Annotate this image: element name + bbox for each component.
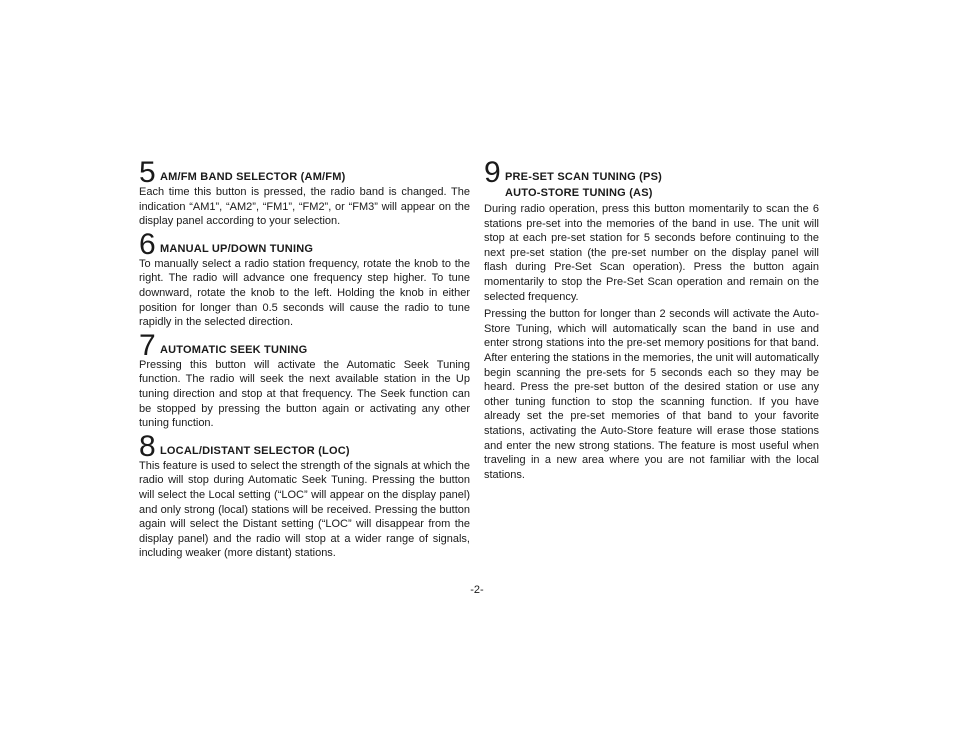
section-number: 6 (139, 227, 156, 261)
left-column (139, 156, 470, 561)
section-manual-tuning (139, 227, 470, 330)
section-paragraph: Pressing the button for longer than 2 seconds will activate the Auto-Store Tuning, which will automatically scan the band in use and enter strong stations into the pre-set memory positions for that band. After entering the stations in the memories, the unit will automatically begin scanning the pre-sets for 5 seconds each so they may be heard. Press the pre-set button of the desired station or use any other tuning function to stop the scanning function. If you have already set the pre-set memories of that band to your favorite stations, activating the Auto-Store feature will erase those stations and enter the new strong stations. The feature is most useful when traveling in a new area where you are not familiar with the local stations. (484, 308, 819, 481)
section-band-selector (139, 156, 470, 229)
section-paragraph: This feature is used to select the strength of the signals at which the radio will stop during Automatic Seek Tuning. Pressing the button will select the Local setting (“LOC” will appear on the display panel) and only strong (local) stations will be received. Pressing the button again will select the Distant setting (“LOC” will disappear from the display panel) and the radio will stop at a wider range of signals, including weaker (more distant) stations. (139, 459, 470, 560)
section-heading (139, 429, 470, 463)
page-number: -2- (470, 584, 484, 596)
section-local-distant (139, 429, 470, 561)
section-title: PRE-SET SCAN TUNING (PS) (505, 171, 662, 183)
section-title: MANUAL UP/DOWN TUNING (160, 242, 314, 255)
section-number: 5 (139, 156, 156, 189)
section-seek-tuning (139, 328, 470, 431)
section-title: AUTOMATIC SEEK TUNING (160, 343, 308, 356)
section-number: 8 (139, 429, 156, 463)
section-paragraph: Each time this button is pressed, the radio band is changed. The indication “AM1”, “AM2”, “FM1”, “FM2”, or “FM3” will appear on the display panel according to your selection. (139, 186, 470, 228)
section-number: 7 (139, 328, 156, 362)
right-column (484, 156, 819, 482)
section-heading (139, 227, 470, 261)
section-preset-scan (484, 156, 819, 482)
section-paragraph: To manually select a radio station frequency, rotate the knob to the right. The radio will advance one frequency step higher. To tune downward, rotate the knob to the left. Holding the knob in either position for longer than 0.5 seconds will cause the radio to tune rapidly in the selected direction. (139, 257, 470, 329)
section-paragraph: During radio operation, press this button momentarily to scan the 6 stations pre-set into the memories of the band in use. The unit will stop at each pre-set station for 5 seconds before continuing to the next pre-set station (the pre-set number on the display panel will flash during Pre-Set Scan operation). Press the button again momentarily to stop the Pre-Set Scan operation and remain on the selected frequency. (484, 203, 819, 303)
section-heading (139, 328, 470, 362)
section-heading (139, 156, 470, 189)
section-heading (484, 156, 819, 189)
section-subtitle: AUTO-STORE TUNING (AS) (505, 187, 653, 199)
section-number: 9 (484, 156, 501, 189)
section-title: AM/FM BAND SELECTOR (AM/FM) (160, 171, 346, 183)
section-paragraph: Pressing this button will activate the Automatic Seek Tuning function. The radio will seek the next available station in the Up tuning direction and stop at that frequency. The Seek function can be stopped by pressing the button again or activating any other tuning function. (139, 358, 470, 430)
section-title: LOCAL/DISTANT SELECTOR (LOC) (160, 444, 350, 457)
